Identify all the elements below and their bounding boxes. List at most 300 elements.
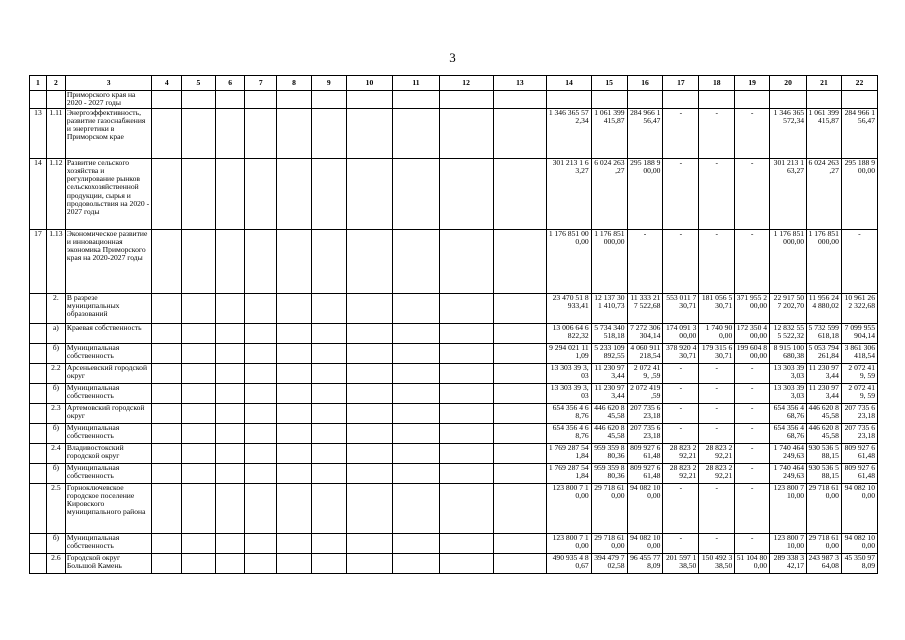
col-12-cell	[439, 403, 493, 423]
header-cell: 17	[663, 76, 699, 91]
col-16-cell: 7 272 306 304,14	[627, 323, 663, 343]
col-22-cell: 7 099 955 904,14	[841, 323, 877, 343]
col-10-cell	[346, 293, 392, 323]
col-4-cell	[152, 533, 182, 553]
col-17-cell: -	[663, 363, 699, 383]
row-number-cell: 14	[30, 158, 47, 229]
col-8-cell	[277, 91, 312, 109]
col-8-cell	[277, 293, 312, 323]
row-number-cell	[30, 423, 47, 443]
col-14-cell: 123 800 7 10,00	[547, 483, 591, 533]
col-6-cell	[215, 383, 245, 403]
header-cell: 7	[245, 76, 277, 91]
row-number-cell	[30, 383, 47, 403]
row-number-cell	[30, 463, 47, 483]
col-22-cell: 3 861 306 418,54	[841, 343, 877, 363]
col-19-cell: -	[735, 108, 770, 158]
col-15-cell: 5 734 340 518,18	[591, 323, 627, 343]
col-5-cell	[182, 363, 216, 383]
item-name-cell: Муниципальная собственность	[65, 533, 152, 553]
col-15-cell: 6 024 263 ,27	[591, 158, 627, 229]
row-number-cell	[30, 533, 47, 553]
col-20-cell: 1 740 464 249,63	[770, 443, 807, 463]
col-10-cell	[346, 323, 392, 343]
row-number-cell: 17	[30, 229, 47, 293]
col-20-cell: 1 346 365 572,34	[770, 108, 807, 158]
col-16-cell: 94 082 10 0,00	[627, 483, 663, 533]
table-row	[30, 293, 878, 323]
col-20-cell	[770, 91, 807, 109]
col-14-cell: 1 176 851 000,00	[547, 229, 591, 293]
item-code-cell: 1.13	[46, 229, 65, 293]
col-16-cell: 809 927 6 61,48	[627, 463, 663, 483]
budget-table	[29, 75, 878, 574]
col-21-cell: 29 718 61 0,00	[807, 483, 842, 533]
col-4-cell	[152, 423, 182, 443]
col-5-cell	[182, 323, 216, 343]
col-12-cell	[439, 423, 493, 443]
col-13-cell	[493, 553, 547, 573]
col-15-cell: 959 359 8 80,36	[591, 443, 627, 463]
col-5-cell	[182, 91, 216, 109]
col-16-cell: 94 082 10 0,00	[627, 533, 663, 553]
col-10-cell	[346, 158, 392, 229]
col-8-cell	[277, 363, 312, 383]
col-14-cell: 9 294 021 111,09	[547, 343, 591, 363]
col-21-cell: 930 536 5 88,15	[807, 443, 842, 463]
col-19-cell: 199 604 8 00,00	[735, 343, 770, 363]
col-11-cell	[393, 463, 439, 483]
item-code-cell	[46, 91, 65, 109]
row-number-cell: 13	[30, 108, 47, 158]
col-19-cell: 371 955 2 00,00	[735, 293, 770, 323]
col-4-cell	[152, 323, 182, 343]
col-22-cell: 94 082 10 0,00	[841, 483, 877, 533]
col-10-cell	[346, 108, 392, 158]
col-22-cell	[841, 91, 877, 109]
col-13-cell	[493, 229, 547, 293]
col-12-cell	[439, 553, 493, 573]
col-8-cell	[277, 343, 312, 363]
col-9-cell	[311, 403, 346, 423]
col-13-cell	[493, 463, 547, 483]
col-7-cell	[245, 443, 277, 463]
col-18-cell	[699, 91, 735, 109]
col-16-cell: 809 927 6 61,48	[627, 443, 663, 463]
col-22-cell: 809 927 6 61,48	[841, 443, 877, 463]
col-10-cell	[346, 483, 392, 533]
col-14-cell: 13 006 64 6 822,32	[547, 323, 591, 343]
col-4-cell	[152, 293, 182, 323]
table-row	[30, 403, 878, 423]
col-17-cell: -	[663, 108, 699, 158]
col-11-cell	[393, 483, 439, 533]
col-7-cell	[245, 108, 277, 158]
col-15-cell: 446 620 8 45,58	[591, 403, 627, 423]
col-14-cell: 123 800 7 10,00	[547, 533, 591, 553]
col-15-cell: 394 479 7 02,58	[591, 553, 627, 573]
col-20-cell: 22 917 50 7 202,70	[770, 293, 807, 323]
col-17-cell: -	[663, 229, 699, 293]
col-10-cell	[346, 533, 392, 553]
col-5-cell	[182, 229, 216, 293]
col-16-cell: -	[627, 229, 663, 293]
col-11-cell	[393, 363, 439, 383]
col-19-cell: -	[735, 533, 770, 553]
col-21-cell: 6 024 263 ,27	[807, 158, 842, 229]
item-name-cell: В разрезе муниципальных образований	[65, 293, 152, 323]
col-12-cell	[439, 443, 493, 463]
item-code-cell: 2.5	[46, 483, 65, 533]
col-13-cell	[493, 323, 547, 343]
col-15-cell: 1 176 851 000,00	[591, 229, 627, 293]
header-cell: 22	[841, 76, 877, 91]
col-20-cell: 289 338 3 42,17	[770, 553, 807, 573]
col-10-cell	[346, 423, 392, 443]
table-row	[30, 229, 878, 293]
page-number: 3	[449, 50, 456, 65]
col-18-cell: 28 823 2 92,21	[699, 463, 735, 483]
col-7-cell	[245, 383, 277, 403]
col-15-cell: 959 359 8 80,36	[591, 463, 627, 483]
item-name-cell: Муниципальная собственность	[65, 463, 152, 483]
header-cell: 12	[439, 76, 493, 91]
col-15-cell: 1 061 399 415,87	[591, 108, 627, 158]
col-7-cell	[245, 363, 277, 383]
col-21-cell: 11 230 97 3,44	[807, 383, 842, 403]
col-8-cell	[277, 108, 312, 158]
col-10-cell	[346, 463, 392, 483]
col-22-cell: 94 082 10 0,00	[841, 533, 877, 553]
col-20-cell: 12 832 55 5 522,32	[770, 323, 807, 343]
item-name-cell: Владивостокский городской округ	[65, 443, 152, 463]
col-10-cell	[346, 363, 392, 383]
item-name-cell: Горноключевское городское поселение Кировского муниципального района	[65, 483, 152, 533]
col-18-cell: -	[699, 158, 735, 229]
header-cell: 8	[277, 76, 312, 91]
table-row	[30, 423, 878, 443]
col-4-cell	[152, 108, 182, 158]
col-8-cell	[277, 553, 312, 573]
table-row	[30, 553, 878, 573]
col-17-cell: 174 091 300,00	[663, 323, 699, 343]
col-19-cell: -	[735, 463, 770, 483]
col-21-cell: 446 620 8 45,58	[807, 423, 842, 443]
col-11-cell	[393, 293, 439, 323]
col-12-cell	[439, 323, 493, 343]
header-cell: 13	[493, 76, 547, 91]
col-15-cell: 11 230 97 3,44	[591, 363, 627, 383]
col-4-cell	[152, 383, 182, 403]
col-14-cell: 23 470 51 8 933,41	[547, 293, 591, 323]
col-18-cell: 150 492 338,50	[699, 553, 735, 573]
col-17-cell: 28 823 2 92,21	[663, 443, 699, 463]
item-name-cell: Краевая собственность	[65, 323, 152, 343]
header-cell: 1	[30, 76, 47, 91]
col-13-cell	[493, 483, 547, 533]
col-6-cell	[215, 229, 245, 293]
col-6-cell	[215, 533, 245, 553]
header-cell: 18	[699, 76, 735, 91]
header-cell: 20	[770, 76, 807, 91]
col-9-cell	[311, 363, 346, 383]
item-code-cell: б)	[46, 423, 65, 443]
header-cell: 5	[182, 76, 216, 91]
col-5-cell	[182, 443, 216, 463]
col-12-cell	[439, 158, 493, 229]
col-19-cell	[735, 91, 770, 109]
item-name-cell: Муниципальная собственность	[65, 383, 152, 403]
table-row	[30, 383, 878, 403]
col-14-cell: 1 346 365 572,34	[547, 108, 591, 158]
col-21-cell: 5 053 794 261,84	[807, 343, 842, 363]
col-16-cell: 2 072 419, ,59	[627, 363, 663, 383]
col-13-cell	[493, 403, 547, 423]
col-10-cell	[346, 383, 392, 403]
col-4-cell	[152, 483, 182, 533]
col-18-cell: 28 823 2 92,21	[699, 443, 735, 463]
item-code-cell: 2.3	[46, 403, 65, 423]
col-5-cell	[182, 293, 216, 323]
col-14-cell: 654 356 4 68,76	[547, 403, 591, 423]
col-8-cell	[277, 323, 312, 343]
col-20-cell: 654 356 4 68,76	[770, 403, 807, 423]
item-name-cell: Экономическое развитие и инновационная экономика Приморского края на 2020-2027 годы	[65, 229, 152, 293]
col-9-cell	[311, 443, 346, 463]
col-10-cell	[346, 403, 392, 423]
col-16-cell: 284 966 1 56,47	[627, 108, 663, 158]
col-8-cell	[277, 483, 312, 533]
col-14-cell: 13 303 39 3,03	[547, 383, 591, 403]
header-cell: 6	[215, 76, 245, 91]
col-13-cell	[493, 293, 547, 323]
col-17-cell: -	[663, 383, 699, 403]
col-9-cell	[311, 343, 346, 363]
col-10-cell	[346, 553, 392, 573]
col-19-cell: -	[735, 229, 770, 293]
col-15-cell	[591, 91, 627, 109]
col-16-cell	[627, 91, 663, 109]
col-11-cell	[393, 108, 439, 158]
col-12-cell	[439, 383, 493, 403]
col-19-cell: -	[735, 483, 770, 533]
col-11-cell	[393, 533, 439, 553]
col-11-cell	[393, 383, 439, 403]
col-21-cell	[807, 91, 842, 109]
col-9-cell	[311, 229, 346, 293]
col-22-cell: 284 966 1 56,47	[841, 108, 877, 158]
item-code-cell: б)	[46, 533, 65, 553]
col-13-cell	[493, 423, 547, 443]
col-5-cell	[182, 403, 216, 423]
col-6-cell	[215, 293, 245, 323]
header-cell: 19	[735, 76, 770, 91]
col-22-cell: 295 188 9 00,00	[841, 158, 877, 229]
col-12-cell	[439, 91, 493, 109]
col-19-cell: -	[735, 423, 770, 443]
header-cell: 14	[547, 76, 591, 91]
table-row	[30, 533, 878, 553]
col-9-cell	[311, 323, 346, 343]
col-14-cell: 654 356 4 68,76	[547, 423, 591, 443]
col-8-cell	[277, 229, 312, 293]
col-4-cell	[152, 158, 182, 229]
col-10-cell	[346, 443, 392, 463]
col-7-cell	[245, 423, 277, 443]
col-6-cell	[215, 343, 245, 363]
col-19-cell: 172 350 4 00,00	[735, 323, 770, 343]
col-11-cell	[393, 158, 439, 229]
col-6-cell	[215, 443, 245, 463]
col-6-cell	[215, 323, 245, 343]
item-code-cell: а)	[46, 323, 65, 343]
row-number-cell	[30, 343, 47, 363]
col-6-cell	[215, 363, 245, 383]
col-7-cell	[245, 403, 277, 423]
col-7-cell	[245, 533, 277, 553]
header-row	[30, 76, 878, 91]
col-17-cell: -	[663, 483, 699, 533]
col-20-cell: 301 213 1 63,27	[770, 158, 807, 229]
col-11-cell	[393, 403, 439, 423]
col-14-cell: 1 769 287 541,84	[547, 443, 591, 463]
col-22-cell: 10 961 26 2 322,68	[841, 293, 877, 323]
item-code-cell: 2.2	[46, 363, 65, 383]
item-name-cell: Арсеньевский городской округ	[65, 363, 152, 383]
col-7-cell	[245, 293, 277, 323]
col-16-cell: 207 735 6 23,18	[627, 423, 663, 443]
item-name-cell: Городской округ Большой Камень	[65, 553, 152, 573]
table-row	[30, 158, 878, 229]
col-15-cell: 29 718 61 0,00	[591, 483, 627, 533]
col-9-cell	[311, 463, 346, 483]
col-22-cell: 809 927 6 61,48	[841, 463, 877, 483]
col-22-cell: 207 735 6 23,18	[841, 423, 877, 443]
col-17-cell: -	[663, 423, 699, 443]
col-16-cell: 96 455 77 8,09	[627, 553, 663, 573]
col-11-cell	[393, 323, 439, 343]
col-7-cell	[245, 463, 277, 483]
item-name-cell: Развитие сельского хозяйства и регулирование рынков сельскохозяйственной продукции, сырья и продовольствия на 2020 - 2027 годы	[65, 158, 152, 229]
col-15-cell: 5 233 109 892,55	[591, 343, 627, 363]
item-code-cell: б)	[46, 343, 65, 363]
row-number-cell	[30, 553, 47, 573]
col-9-cell	[311, 483, 346, 533]
col-11-cell	[393, 443, 439, 463]
col-17-cell: -	[663, 533, 699, 553]
col-17-cell	[663, 91, 699, 109]
col-15-cell: 29 718 61 0,00	[591, 533, 627, 553]
col-13-cell	[493, 108, 547, 158]
col-18-cell: 1 740 90 0,00	[699, 323, 735, 343]
table-body	[30, 76, 878, 574]
col-20-cell: 8 915 100 680,38	[770, 343, 807, 363]
row-number-cell	[30, 483, 47, 533]
col-6-cell	[215, 91, 245, 109]
col-18-cell: -	[699, 363, 735, 383]
col-17-cell: 201 597 138,50	[663, 553, 699, 573]
col-19-cell: -	[735, 363, 770, 383]
col-14-cell: 490 935 4 80,67	[547, 553, 591, 573]
row-number-cell	[30, 91, 47, 109]
col-13-cell	[493, 443, 547, 463]
col-16-cell: 4 060 911 218,54	[627, 343, 663, 363]
col-18-cell: -	[699, 533, 735, 553]
col-11-cell	[393, 553, 439, 573]
col-10-cell	[346, 229, 392, 293]
col-22-cell: 2 072 419, 59	[841, 363, 877, 383]
col-8-cell	[277, 443, 312, 463]
col-8-cell	[277, 533, 312, 553]
col-18-cell: 179 315 630,71	[699, 343, 735, 363]
header-cell: 10	[346, 76, 392, 91]
col-21-cell: 446 620 8 45,58	[807, 403, 842, 423]
col-19-cell: 51 104 80 0,00	[735, 553, 770, 573]
col-5-cell	[182, 158, 216, 229]
col-18-cell: -	[699, 229, 735, 293]
col-5-cell	[182, 423, 216, 443]
col-7-cell	[245, 483, 277, 533]
col-11-cell	[393, 91, 439, 109]
table-row	[30, 363, 878, 383]
col-5-cell	[182, 553, 216, 573]
col-19-cell: -	[735, 383, 770, 403]
col-10-cell	[346, 343, 392, 363]
col-20-cell: 1 176 851 000,00	[770, 229, 807, 293]
col-12-cell	[439, 293, 493, 323]
col-13-cell	[493, 363, 547, 383]
col-20-cell: 13 303 39 3,03	[770, 383, 807, 403]
col-8-cell	[277, 403, 312, 423]
col-21-cell: 11 956 24 4 880,02	[807, 293, 842, 323]
row-number-cell	[30, 293, 47, 323]
col-5-cell	[182, 483, 216, 533]
col-6-cell	[215, 403, 245, 423]
col-4-cell	[152, 229, 182, 293]
table-row	[30, 91, 878, 109]
col-9-cell	[311, 383, 346, 403]
col-9-cell	[311, 158, 346, 229]
col-7-cell	[245, 553, 277, 573]
col-6-cell	[215, 553, 245, 573]
header-cell: 15	[591, 76, 627, 91]
col-15-cell: 12 137 30 1 410,73	[591, 293, 627, 323]
col-18-cell: -	[699, 483, 735, 533]
col-21-cell: 29 718 61 0,00	[807, 533, 842, 553]
row-number-cell	[30, 443, 47, 463]
col-5-cell	[182, 343, 216, 363]
col-8-cell	[277, 158, 312, 229]
col-6-cell	[215, 108, 245, 158]
col-7-cell	[245, 229, 277, 293]
col-13-cell	[493, 533, 547, 553]
table-row	[30, 463, 878, 483]
col-21-cell: 1 061 399 415,87	[807, 108, 842, 158]
col-11-cell	[393, 229, 439, 293]
col-5-cell	[182, 463, 216, 483]
table-row	[30, 483, 878, 533]
col-17-cell: 28 823 2 92,21	[663, 463, 699, 483]
col-4-cell	[152, 91, 182, 109]
col-22-cell: 45 350 97 8,09	[841, 553, 877, 573]
col-4-cell	[152, 363, 182, 383]
col-16-cell: 207 735 6 23,18	[627, 403, 663, 423]
col-12-cell	[439, 343, 493, 363]
col-19-cell: -	[735, 403, 770, 423]
col-21-cell: 5 732 599 618,18	[807, 323, 842, 343]
col-22-cell: 2 072 419, 59	[841, 383, 877, 403]
col-13-cell	[493, 383, 547, 403]
